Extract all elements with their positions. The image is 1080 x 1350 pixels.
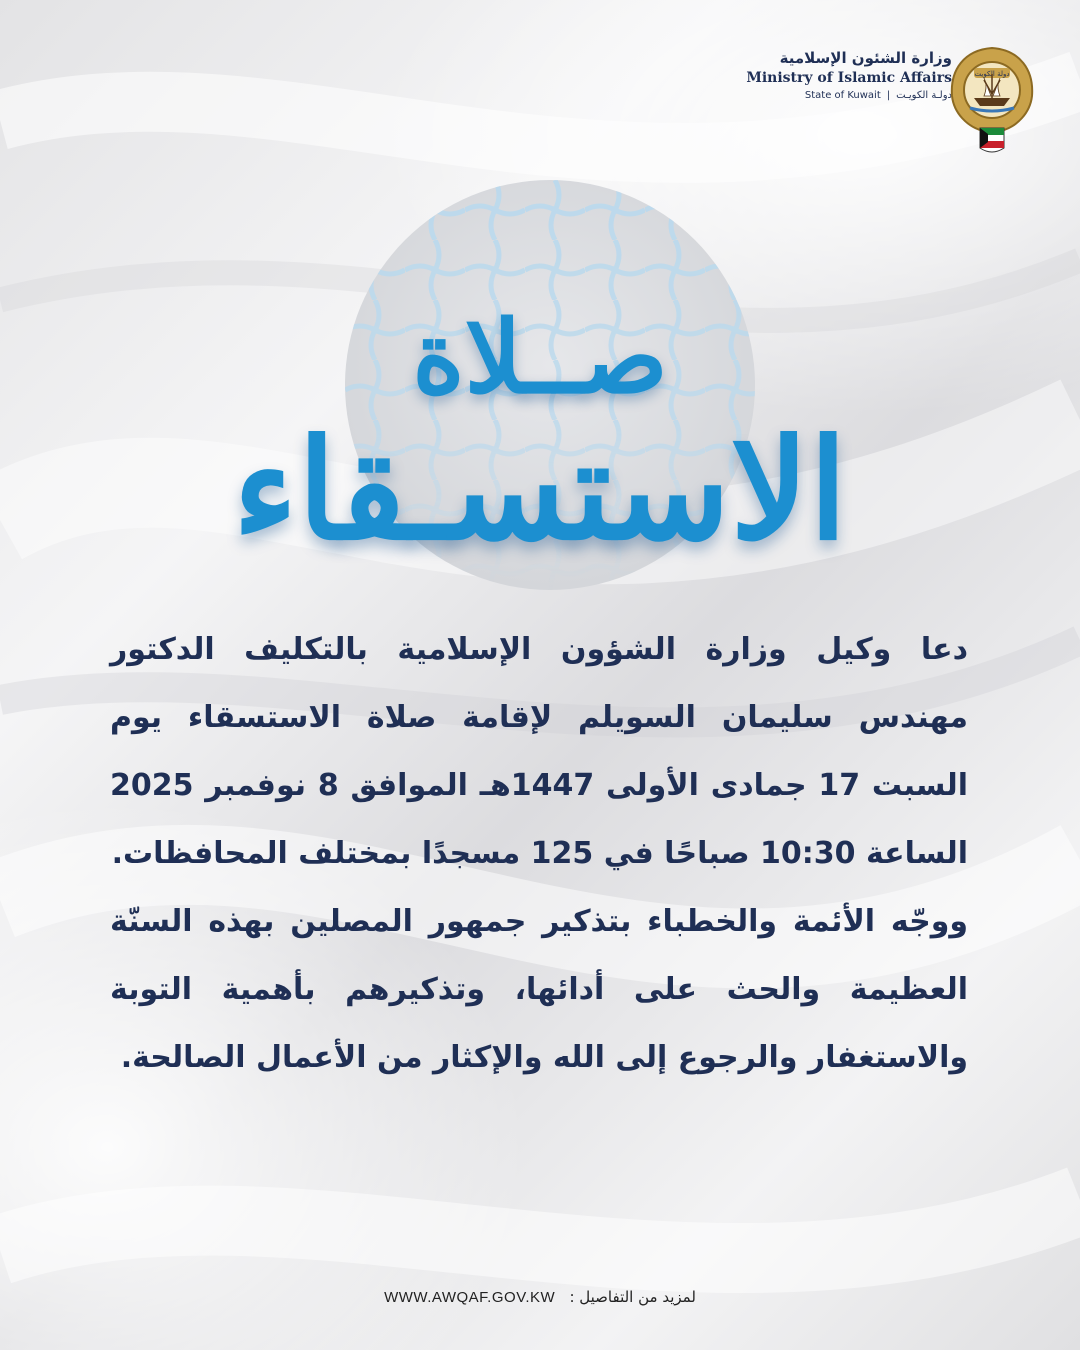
state-name-arabic: دولـة الكويـت bbox=[896, 90, 952, 101]
kuwait-emblem-icon bbox=[944, 44, 1040, 156]
svg-text:دولة الكويت: دولة الكويت bbox=[974, 70, 1010, 78]
footer-label: لمزيد من التفاصيل : bbox=[569, 1288, 696, 1306]
title-line-rain-seeking: الاستسـقاء bbox=[232, 408, 848, 571]
footer bbox=[0, 1288, 1080, 1306]
title-line-prayer: صــلاة bbox=[412, 298, 668, 416]
title-block bbox=[150, 298, 930, 571]
ministry-name-english: Ministry of Islamic Affairs bbox=[746, 70, 952, 86]
state-line bbox=[692, 88, 952, 104]
announcement-paragraph-1: دعا وكيل وزارة الشؤون الإسلامية بالتكليف الدكتور مهندس سليمان السويلم لإقامة صلاة الاستسقاء يوم السبت 17 جمادى الأولى 1447هـ الموافق 8 نوفمبر 2025 الساعة 10:30 صباحًا في 125 مسجدًا بمختلف المحافظات. bbox=[110, 632, 968, 871]
website-link[interactable]: WWW.AWQAF.GOV.KW bbox=[384, 1289, 556, 1306]
announcement-body bbox=[110, 616, 968, 1092]
state-separator: | bbox=[886, 90, 891, 101]
state-name-english: State of Kuwait bbox=[804, 90, 881, 101]
announcement-paragraph-2: ووجّه الأئمة والخطباء بتذكير جمهور المصلين بهذه السنّة العظيمة والحث على أدائها، وتذكيرهم بأهمية التوبة والاستغفار والرجوع إلى الله والإكثار من الأعمال الصالحة. bbox=[110, 904, 968, 1075]
ministry-header bbox=[692, 48, 952, 104]
ministry-name-arabic: وزارة الشئون الإسلامية bbox=[779, 49, 952, 67]
